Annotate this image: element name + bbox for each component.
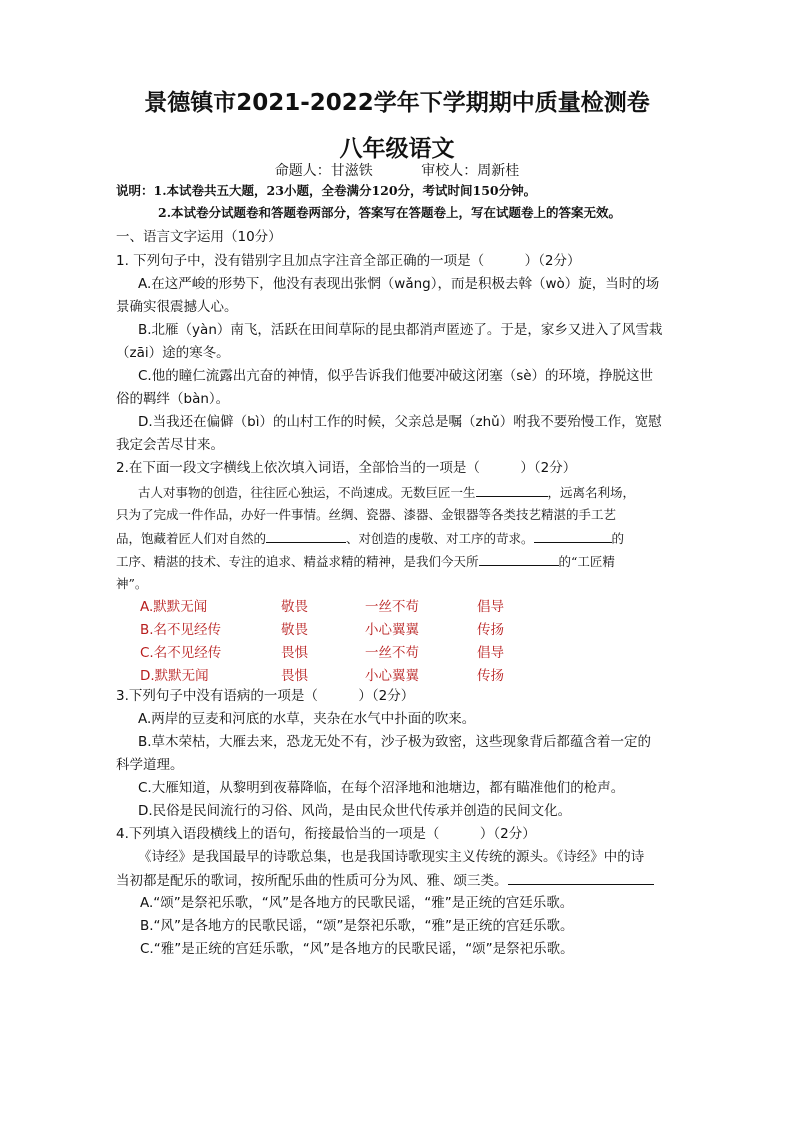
q2-option-c-word2: 畏惧 [281, 645, 308, 661]
exam-subtitle: 八年级语文 [339, 136, 455, 162]
q2-passage-line-4 [116, 551, 688, 572]
q3-option-b: B.草木荣枯，大雁去来，恐龙无处不有，沙子极为致密，这些现象背后都蕴含着一定的 [138, 734, 652, 750]
q3-option-a: A.两岸的豆麦和河底的水草，夹杂在水气中扑面的吹来。 [138, 711, 476, 727]
q2-text: ，远离名利场， [547, 485, 636, 500]
question-2-stem: 2.在下面一段文字横线上依次填入词语，全部恰当的一项是（ ）（2分） [116, 460, 577, 476]
q2-text: 工序、精湛的技术、专注的追求、精益求精的精神，是我们今天所 [116, 554, 479, 569]
q2-text: 古人对事物的创造，往往匠心独运，不尚速成。无数巨匠一生 [138, 485, 476, 500]
q1-option-b: B.北雁（yàn）南飞，活跃在田间草际的昆虫都消声匿迹了。于是，家乡又进入了风雪栽 [138, 322, 663, 338]
author-line [0, 160, 794, 180]
q2-option-d-word4: 传扬 [477, 668, 504, 684]
q1-option-b-cont: （zāi）途的寒冬。 [116, 345, 230, 361]
fill-blank-1 [476, 482, 548, 497]
q3-option-d: D.民俗是民间流行的习俗、风尚，是由民众世代传承并创造的民间文化。 [138, 803, 572, 819]
notes-line-2: 2.本试卷分试题卷和答题卷两部分，答案写在答题卷上，写在试题卷上的答案无效。 [158, 205, 622, 220]
q2-option-c-word3: 一丝不苟 [365, 645, 419, 661]
q2-option-b-word3: 小心翼翼 [365, 622, 419, 638]
q2-option-c-word4: 倡导 [477, 645, 504, 661]
q2-passage-line-1 [138, 482, 710, 503]
q4-option-a: A.“颂”是祭祀乐歌，“风”是各地方的民歌民谣，“雅”是正统的宫廷乐歌。 [140, 895, 574, 911]
q2-option-a-word4: 倡导 [477, 599, 504, 615]
q2-option-b: B.名不见经传 [140, 622, 222, 638]
reviewer: 审校人：周新桂 [421, 163, 520, 179]
q4-option-b: B.“风”是各地方的民歌民谣，“颂”是祭祀乐歌，“雅”是正统的宫廷乐歌。 [140, 918, 574, 934]
q1-option-d: D.当我还在偏僻（bì）的山村工作的时候，父亲总是嘱（zhǔ）咐我不要殆慢工作，宽慰 [138, 414, 662, 430]
q2-option-c: C.名不见经传 [140, 645, 222, 661]
q2-option-d-word3: 小心翼翼 [365, 668, 419, 684]
fill-blank-3 [534, 528, 612, 543]
question-3-stem: 3.下列句子中没有语病的一项是（ ）（2分） [116, 688, 415, 704]
q1-option-d-cont: 我定会苦尽甘来。 [116, 437, 224, 453]
q1-option-c-cont: 俗的羁绊（bàn）。 [116, 391, 230, 407]
q2-passage-line-3 [116, 528, 688, 549]
q1-option-c: C.他的瞳仁流露出亢奋的神情，似乎告诉我们他要冲破这闭塞（sè）的环境，挣脱这世 [138, 368, 654, 384]
q3-option-b-cont: 科学道理。 [116, 757, 184, 773]
q2-passage-line-5: 神”。 [116, 576, 148, 591]
q2-option-a-word3: 一丝不苟 [365, 599, 419, 615]
section-heading: 一、语言文字运用（10分） [116, 229, 282, 245]
q2-option-a: A.默默无闻 [140, 599, 208, 615]
q2-passage-line-2: 只为了完成一件作品，办好一件事情。丝绸、瓷器、漆器、金银器等各类技艺精湛的手工艺 [116, 507, 617, 522]
q2-text: 、对创造的虔敬、对工序的苛求。 [346, 531, 534, 546]
fill-blank-5 [508, 870, 654, 885]
author: 命题人：甘滋铁 [274, 163, 373, 179]
notes-line-1: 说明：1.本试卷共五大题，23小题，全卷满分120分，考试时间150分钟。 [116, 183, 537, 198]
fill-blank-2 [266, 528, 346, 543]
q2-text: 品，饱藏着匠人们对自然的 [116, 531, 267, 546]
q3-option-c: C.大雁知道，从黎明到夜幕降临，在每个沼泽地和池塘边，都有瞄准他们的枪声。 [138, 780, 625, 796]
q2-text: 的 [611, 531, 625, 546]
q1-option-a-cont: 景确实很震撼人心。 [116, 299, 238, 315]
q2-option-d-word2: 畏惧 [281, 668, 308, 684]
q2-option-a-word2: 敬畏 [281, 599, 308, 615]
q2-text: 的“工匠精 [558, 554, 615, 569]
q4-text: 当初都是配乐的歌词，按所配乐曲的性质可分为风、雅、颂三类。 [116, 873, 508, 889]
question-4-stem: 4.下列填入语段横线上的语句，衔接最恰当的一项是（ ）（2分） [116, 826, 536, 842]
question-1-stem: 1. 下列句子中，没有错别字且加点字注音全部正确的一项是（ ）（2分） [116, 253, 581, 269]
q2-option-b-word4: 传扬 [477, 622, 504, 638]
q2-option-d: D.默默无闻 [140, 668, 209, 684]
q4-passage-line-2 [116, 870, 688, 891]
q1-option-a: A.在这严峻的形势下，他没有表现出张惘（wǎng），而是积极去斡（wò）旋，当时的场 [138, 276, 660, 292]
fill-blank-4 [479, 551, 559, 566]
q4-option-c: C.“雅”是正统的宫廷乐歌，“风”是各地方的民歌民谣，“颂”是祭祀乐歌。 [140, 941, 574, 957]
q2-option-b-word2: 敬畏 [281, 622, 308, 638]
exam-title: 景德镇市2021-2022学年下学期期中质量检测卷 [144, 90, 650, 116]
q4-passage-line-1: 《诗经》是我国最早的诗歌总集，也是我国诗歌现实主义传统的源头。《诗经》中的诗 [138, 849, 645, 865]
